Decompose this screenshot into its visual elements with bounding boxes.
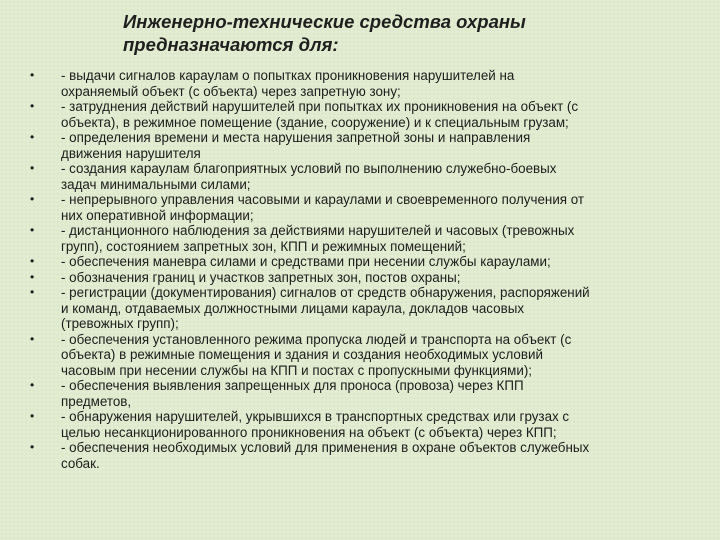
- list-item: [0, 161, 720, 192]
- list-item-text: - затруднения действий нарушителей при попытках их проникновения на объект (с: [61, 99, 579, 114]
- list-item: [0, 332, 720, 379]
- list-item-text: - обнаружения нарушителей, укрывшихся в транспортных средствах или грузах с: [61, 409, 570, 424]
- list-item-text: - создания караулам благоприятных условий по выполнению служебно-боевых: [61, 161, 557, 176]
- list-item: [0, 285, 720, 332]
- list-item: [0, 68, 720, 99]
- list-item-text: и команд, отдаваемых должностными лицами караула, докладов часовых: [61, 300, 525, 316]
- bullet-icon: •: [30, 161, 35, 175]
- slide-title: [123, 10, 643, 56]
- list-item-text: них оперативной информации;: [61, 207, 254, 223]
- bullet-list: [0, 68, 720, 471]
- list-item-text: объекта) в режимные помещения и здания и создания необходимых условий: [61, 347, 543, 362]
- list-item-text: - выдачи сигналов караулам о попытках проникновения нарушителей на: [61, 68, 515, 83]
- list-item-text: групп), состоянием запретных зон, КПП и режимных помещений;: [61, 238, 466, 254]
- bullet-icon: •: [30, 285, 35, 299]
- bullet-icon: •: [30, 269, 35, 284]
- list-item: [0, 130, 720, 161]
- list-item-text: - обеспечения установленного режима пропуска людей и транспорта на объект (с: [61, 331, 572, 347]
- list-item-text: - дистанционного наблюдения за действиями нарушителей и часовых (тревожных: [61, 223, 575, 238]
- list-item-text: собак.: [61, 455, 100, 471]
- list-item-text: объекта), в режимное помещение (здание, сооружение) и к специальным грузам;: [61, 114, 569, 130]
- list-item-text: - обеспечения необходимых условий для применения в охране объектов служебных: [61, 440, 590, 455]
- bullet-icon: •: [30, 331, 35, 346]
- list-item-text: целью несанкционированного проникновения на объект (с объекта) через КПП;: [61, 424, 557, 440]
- bullet-icon: •: [30, 409, 35, 423]
- list-item: [0, 409, 720, 440]
- bullet-icon: •: [30, 68, 35, 82]
- list-item: [0, 254, 720, 270]
- list-item: [0, 270, 720, 286]
- list-item: [0, 378, 720, 409]
- list-item-text: - регистрации (документирования) сигналов от средств обнаружения, распоряжений: [61, 285, 590, 300]
- list-item-text: - обозначения границ и участков запретных зон, постов охраны;: [61, 269, 461, 285]
- list-item-text: - непрерывного управления часовыми и караулами и своевременного получения от: [61, 192, 585, 207]
- list-item: [0, 192, 720, 223]
- list-item-text: - определения времени и места нарушения запретной зоны и направления: [61, 130, 531, 145]
- bullet-icon: •: [30, 130, 35, 144]
- list-item-text: охраняемый объект (с объекта) через запретную зону;: [61, 83, 401, 99]
- list-item-text: задач минимальными силами;: [61, 176, 251, 192]
- list-item: [0, 440, 720, 471]
- bullet-icon: •: [30, 254, 35, 268]
- list-item-text: предметов,: [61, 393, 132, 409]
- title-line: предназначаются для:: [123, 34, 339, 55]
- bullet-icon: •: [30, 223, 35, 237]
- bullet-icon: •: [30, 99, 35, 113]
- list-item-text: (тревожных групп);: [61, 316, 179, 331]
- list-item-text: - обеспечения выявления запрещенных для проноса (провоза) через КПП: [61, 378, 524, 393]
- list-item-text: часовым при несении службы на КПП и постах с пропускными функциями);: [61, 362, 533, 378]
- list-item-text: - обеспечения маневра силами и средствами при несении службы караулами;: [61, 254, 551, 269]
- list-item-text: движения нарушителя: [61, 145, 201, 161]
- title-line: Инженерно-технические средства охраны: [123, 11, 526, 32]
- list-item: [0, 223, 720, 254]
- bullet-icon: •: [30, 440, 35, 454]
- bullet-icon: •: [30, 378, 35, 392]
- bullet-icon: •: [30, 192, 35, 206]
- list-item: [0, 99, 720, 130]
